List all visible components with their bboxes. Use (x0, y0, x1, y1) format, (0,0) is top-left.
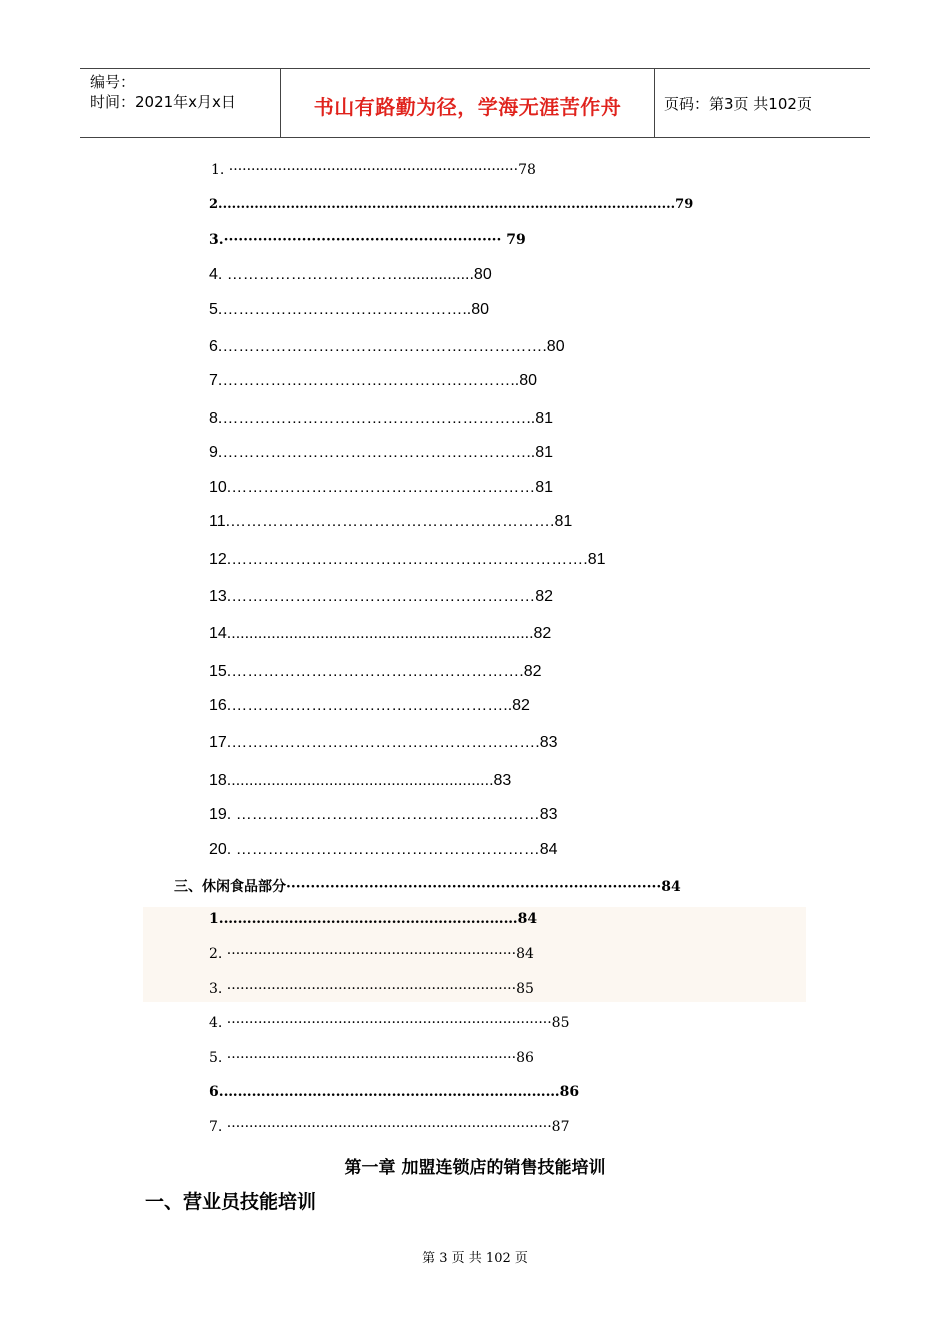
toc-entry: 13.…………………………………………………82 (209, 588, 554, 605)
chapter-title: 第一章 加盟连锁店的销售技能培训 (344, 1158, 606, 1178)
toc-entry: 3. ·································································85 (209, 981, 534, 997)
toc-entry: 4. ……………………………................80 (209, 266, 492, 283)
toc-entry: 19. …………………………………………………83 (209, 806, 558, 823)
toc-entry: 3.························································· 79 (209, 232, 526, 248)
toc-section-title: 三、休闲食品部分·············································································84 (174, 879, 681, 895)
page-footer: 第 3 页 共 102 页 (422, 1251, 528, 1266)
toc-entry: 9.…………………………………………………..81 (209, 444, 554, 461)
toc-entry: 1. ·································································78 (211, 162, 536, 178)
page-header (80, 68, 870, 138)
toc-entry: 15.……………………………………………….82 (209, 663, 542, 680)
document-date: 时间：2021年x月x日 (90, 93, 236, 111)
header-right-cell (654, 69, 870, 137)
toc-entry: 6.…………………………………………………….80 (209, 338, 565, 355)
header-motto: 书山有路勤为径，学海无涯苦作舟 (313, 95, 622, 119)
page-count-info: 页码：第3页 共102页 (664, 95, 812, 113)
toc-entry: 5. ·································································86 (209, 1050, 534, 1066)
toc-entry: 8.…………………………………………………..81 (209, 410, 554, 427)
toc-entry: 18............................................................83 (209, 772, 512, 789)
toc-entry: 11.…………………………………………………….81 (209, 513, 573, 530)
toc-entry: 4. ·········································································85 (209, 1015, 570, 1031)
toc-entry: 10.…………………………………………………81 (209, 479, 554, 496)
toc-entry: 20. …………………………………………………84 (209, 841, 558, 858)
toc-entry: 2.....................................................................................................79 (209, 197, 694, 212)
toc-entry: 7. ·········································································87 (209, 1119, 570, 1135)
toc-entry: 12.………………………………………………………….81 (209, 551, 606, 568)
toc-entry: 6.………………………………………………………………86 (209, 1084, 580, 1100)
toc-entry: 16.……………………………………………..82 (209, 697, 530, 714)
toc-entry: 17.………………………………………………….83 (209, 734, 558, 751)
document-number-label: 编号： (90, 73, 136, 91)
toc-entry: 5.………………………………………..80 (209, 301, 490, 318)
toc-entry: 14.....................................................................82 (209, 625, 552, 642)
section-heading: 一、营业员技能培训 (145, 1191, 317, 1213)
header-middle-cell (280, 69, 655, 137)
toc-entry: 7.………………………………………………..80 (209, 372, 538, 389)
header-left-cell (80, 69, 280, 137)
toc-entry: 1.………………………………………………………84 (209, 911, 538, 927)
toc-entry: 2. ·································································84 (209, 946, 534, 962)
